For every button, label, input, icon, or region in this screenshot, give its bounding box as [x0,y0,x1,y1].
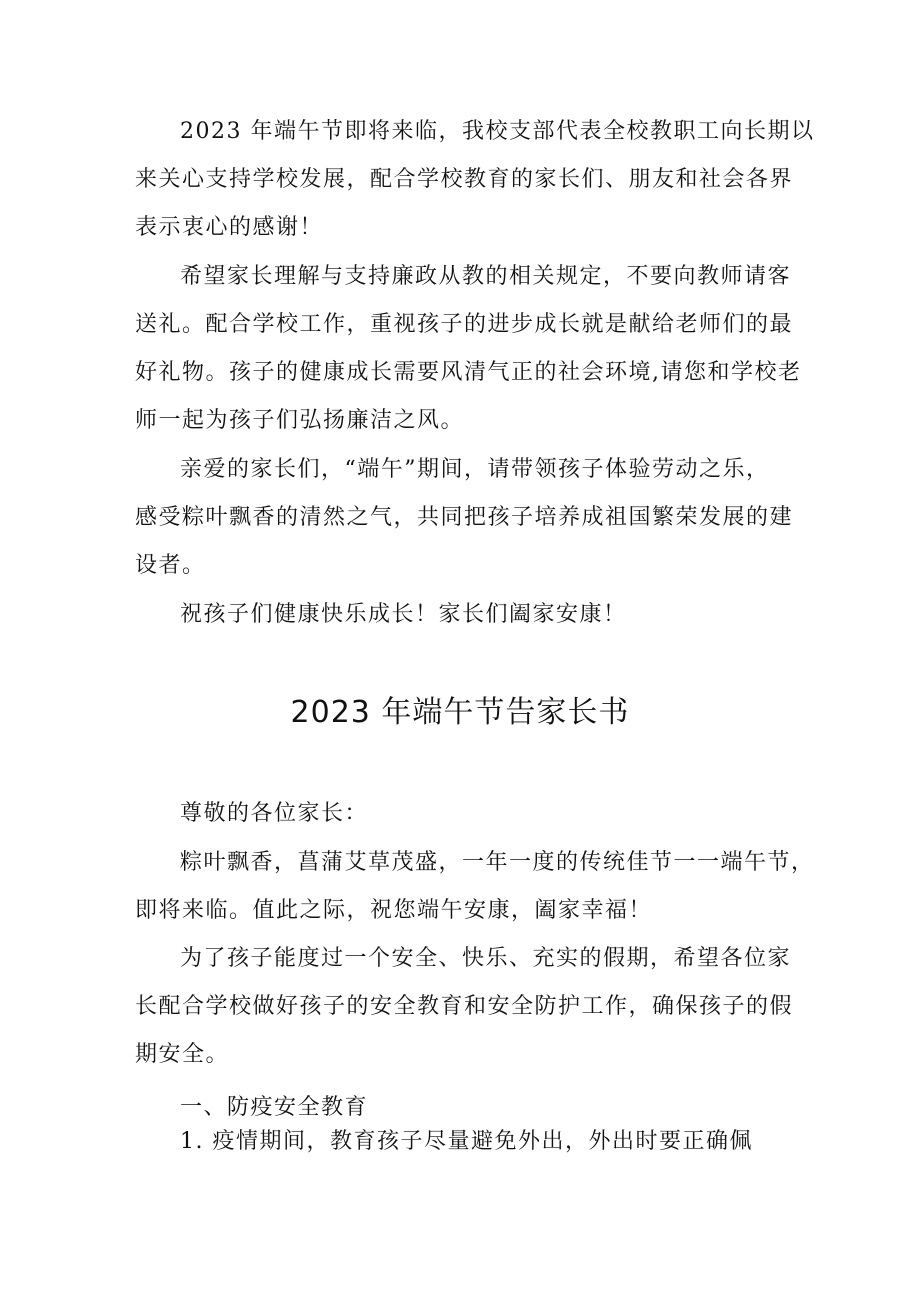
salutation: 尊敬的各位家长： [180,801,369,826]
section-heading: 一、防疫安全教育 [180,1095,369,1120]
paragraph-line: 长配合学校做好孩子的安全教育和安全防护工作，确保孩子的假 [135,994,794,1019]
paragraph-line: 送礼。配合学校工作，重视孩子的进步成长就是献给老师们的最 [135,312,794,337]
paragraph-line: 设者。 [135,553,206,578]
document-title: 2023 年端午节告家长书 [290,695,630,730]
paragraph-line: 来关心支持学校发展，配合学校教育的家长们、朋友和社会各界 [135,167,794,192]
paragraph-line: 2023 年端午节即将来临，我校支部代表全校教职工向长期以 [180,119,815,144]
paragraph-line: 好礼物。孩子的健康成长需要风清气正的社会环境,请您和学校老 [135,360,802,385]
paragraph-line: 师一起为孩子们弘扬廉洁之风。 [135,408,465,433]
closing-wish: 祝孩子们健康快乐成长！家长们阖家安康！ [180,602,627,627]
paragraph-line: 亲爱的家长们，“端午”期间，请带领孩子体验劳动之乐， [180,457,770,482]
paragraph-line: 即将来临。值此之际，祝您端午安康，阖家幸福！ [135,898,653,923]
paragraph-line: 希望家长理解与支持廉政从教的相关规定，不要向教师请客 [180,264,792,289]
paragraph-line: 期安全。 [135,1042,230,1067]
list-item: 1. 疫情期间，教育孩子尽量避免外出，外出时要正确佩 [180,1129,753,1154]
paragraph-line: 表示衷心的感谢！ [135,215,324,240]
paragraph-line: 粽叶飘香，菖蒲艾草茂盛，一年一度的传统佳节一一端午节， [180,850,815,875]
paragraph-line: 感受粽叶飘香的清然之气，共同把孩子培养成祖国繁荣发展的建 [135,505,794,530]
paragraph-line: 为了孩子能度过一个安全、快乐、充实的假期，希望各位家 [180,946,792,971]
